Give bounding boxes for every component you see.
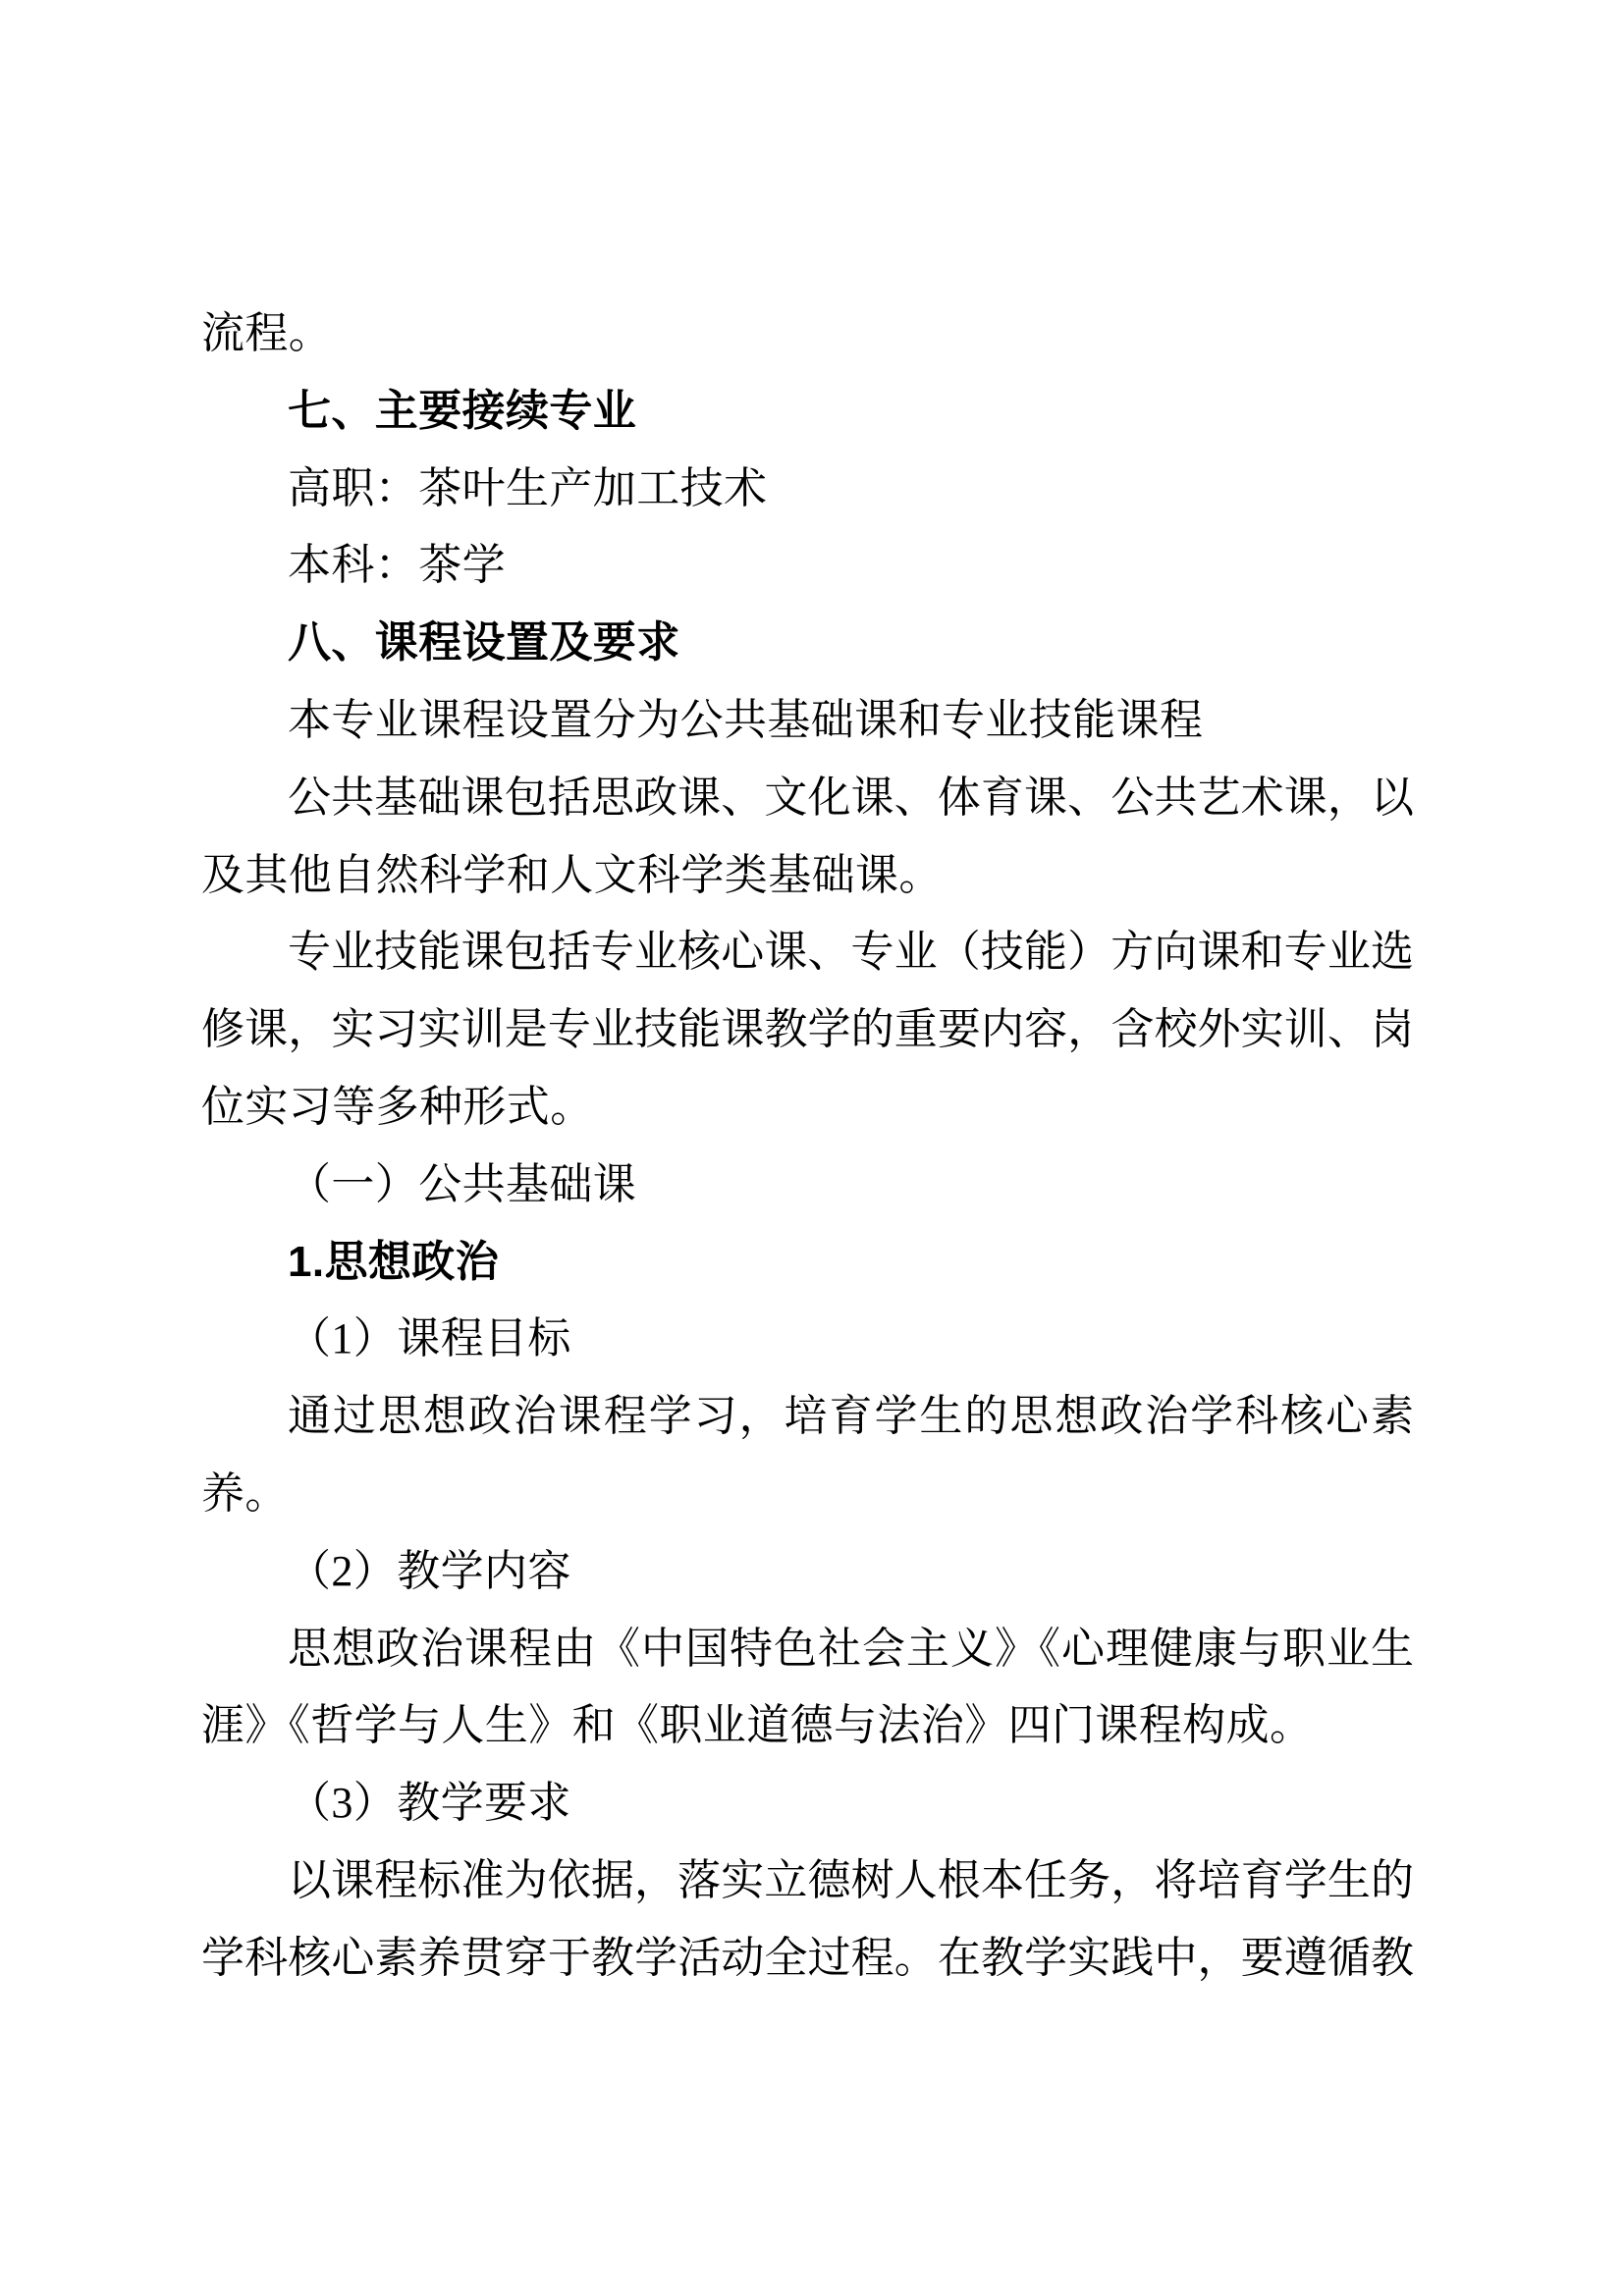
body-line: 思想政治课程由《中国特色社会主义》《心理健康与职业生 (288, 1624, 1414, 1673)
body-line: 专业技能课包括专业核心课、专业（技能）方向课和专业选 (288, 928, 1414, 977)
body-line: 流程。 (201, 309, 333, 357)
text-block (201, 295, 1414, 1998)
heading-section-8: 八、课程设置及要求 (288, 618, 680, 667)
subheading-teaching-content: （2）教学内容 (288, 1546, 571, 1595)
subheading-teaching-requirements: （3）教学要求 (288, 1779, 571, 1828)
body-line: 及其他自然科学和人文科学类基础课。 (201, 850, 943, 899)
body-line: 位实习等多种形式。 (201, 1082, 594, 1131)
body-line: 学科核心素养贯穿于教学活动全过程。在教学实践中，要遵循教 (201, 1933, 1414, 1982)
heading-section-7: 七、主要接续专业 (288, 386, 637, 435)
body-line: 本专业课程设置分为公共基础课和专业技能课程 (288, 695, 1204, 744)
body-line: 公共基础课包括思政课、文化课、体育课、公共艺术课，以 (288, 773, 1414, 822)
body-line: 养。 (201, 1468, 289, 1518)
body-line-benke: 本科：茶学 (288, 541, 506, 590)
body-line: 以课程标准为依据，落实立德树人根本任务，将培育学生的 (288, 1855, 1414, 1904)
subheading-course-goal: （1）课程目标 (288, 1314, 571, 1363)
body-line-gaozhi: 高职：茶叶生产加工技术 (288, 463, 768, 512)
heading-ideological-politics: 1.思想政治 (288, 1237, 500, 1286)
subheading-public-basic-courses: （一）公共基础课 (288, 1159, 637, 1208)
body-line: 通过思想政治课程学习，培育学生的思想政治学科核心素 (288, 1392, 1414, 1441)
body-line: 涯》《哲学与人生》和《职业道德与法治》四门课程构成。 (201, 1701, 1314, 1750)
body-line: 修课，实习实训是专业技能课教学的重要内容，含校外实训、岗 (201, 1005, 1414, 1054)
